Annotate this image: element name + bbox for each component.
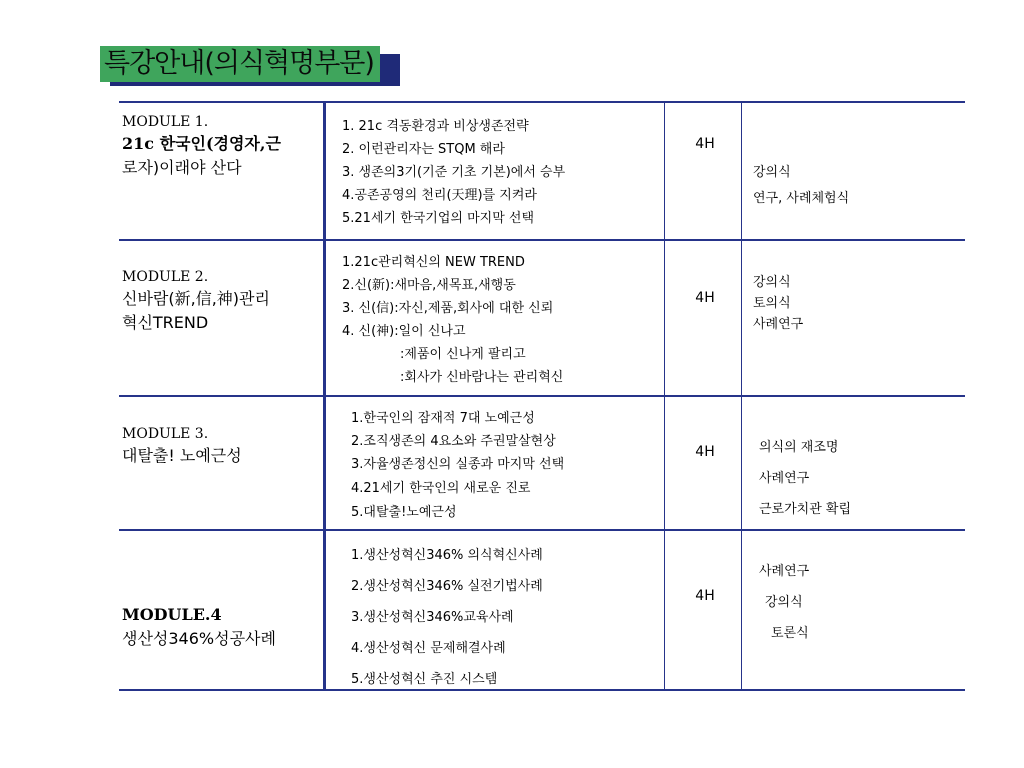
list-item: :제품이 신나게 팔리고	[400, 347, 526, 362]
hours-value: 4H	[695, 136, 715, 152]
list-item: 5.생산성혁신 추진 시스템	[351, 672, 498, 687]
list-item: 2.조직생존의 4요소와 주권말살현상	[351, 434, 556, 449]
list-item: 4.공존공영의 천리(天理)를 지켜라	[342, 188, 537, 203]
module-3-items	[351, 407, 564, 524]
list-item: 5.대탈출!노예근성	[351, 505, 457, 520]
method-item: 연구, 사례체험식	[753, 191, 850, 206]
list-item: 3.자율생존정신의 실종과 마지막 선택	[351, 457, 565, 472]
method-item: 강의식	[753, 275, 791, 290]
table-rule	[119, 395, 965, 397]
module-1-methods	[753, 161, 849, 213]
list-item: 1.생산성혁신346% 의식혁신사례	[351, 548, 543, 563]
list-item: 4.21세기 한국인의 새로운 진로	[351, 481, 531, 496]
table-rule	[119, 529, 965, 531]
hours-value: 4H	[695, 290, 715, 306]
module-name-line: 혁신TREND	[122, 313, 209, 332]
method-item: 의식의 재조명	[759, 440, 839, 455]
module-4-methods	[759, 560, 809, 653]
method-item: 근로가치관 확립	[759, 502, 852, 517]
list-item: 1.한국인의 잠재적 7대 노예근성	[351, 411, 535, 426]
hours-value: 4H	[695, 444, 715, 460]
method-item: 강의식	[753, 165, 791, 180]
module-2-items	[342, 251, 563, 389]
list-item: 2.생산성혁신346% 실전기법사례	[351, 579, 543, 594]
module-3-methods	[759, 436, 851, 529]
list-item: 2.신(新):새마음,새목표,새행동	[342, 278, 516, 293]
list-item: 1. 21c 격동환경과 비상생존전략	[342, 119, 529, 134]
list-item: 4.생산성혁신 문제해결사례	[351, 641, 506, 656]
module-label: MODULE 3.	[122, 426, 209, 442]
page-title: 특강안내(의식혁명부문)	[100, 46, 380, 82]
title-block	[100, 46, 380, 86]
module-name-line: 로자)이래야 산다	[122, 158, 242, 177]
list-item: 1.21c관리혁신의 NEW TREND	[342, 255, 525, 270]
method-item: 토의식	[753, 296, 791, 311]
module-1-title	[122, 113, 281, 180]
list-item: 2. 이런관리자는 STQM 해라	[342, 142, 505, 157]
module-label: MODULE 1.	[122, 114, 209, 130]
module-name-line: 생산성346%성공사례	[122, 629, 276, 648]
module-name-line: 대탈출! 노예근성	[122, 446, 242, 465]
module-3-title	[122, 425, 242, 468]
list-item: 4. 신(神):일이 신나고	[342, 324, 466, 339]
module-name-line: 신바람(新,信,神)관리	[122, 289, 270, 308]
module-label: MODULE.4	[122, 605, 222, 624]
module-4-items	[351, 544, 543, 699]
module-name-line: 21c 한국인(경영자,근	[122, 134, 281, 153]
module-1-items	[342, 115, 565, 230]
table-rule	[119, 101, 965, 103]
list-item: 5.21세기 한국기업의 마지막 선택	[342, 211, 535, 226]
method-item: 토론식	[771, 626, 809, 641]
list-item: 3. 신(信):자신,제품,회사에 대한 신뢰	[342, 301, 554, 316]
module-label: MODULE 2.	[122, 269, 209, 285]
lecture-table	[119, 101, 965, 691]
list-item: 3.생산성혁신346%교육사례	[351, 610, 514, 625]
module-2-title	[122, 268, 270, 335]
table-rule	[119, 239, 965, 241]
hours-value: 4H	[695, 588, 715, 604]
list-item: 3. 생존의3기(기준 기초 기본)에서 승부	[342, 165, 566, 180]
method-item: 사례연구	[759, 564, 810, 579]
method-item: 사례연구	[753, 317, 804, 332]
table-divider-main	[323, 101, 326, 691]
module-4-title	[122, 603, 276, 651]
list-item: :회사가 신바람나는 관리혁신	[400, 370, 564, 385]
method-item: 강의식	[765, 595, 803, 610]
module-2-methods	[753, 271, 803, 334]
method-item: 사례연구	[759, 471, 810, 486]
